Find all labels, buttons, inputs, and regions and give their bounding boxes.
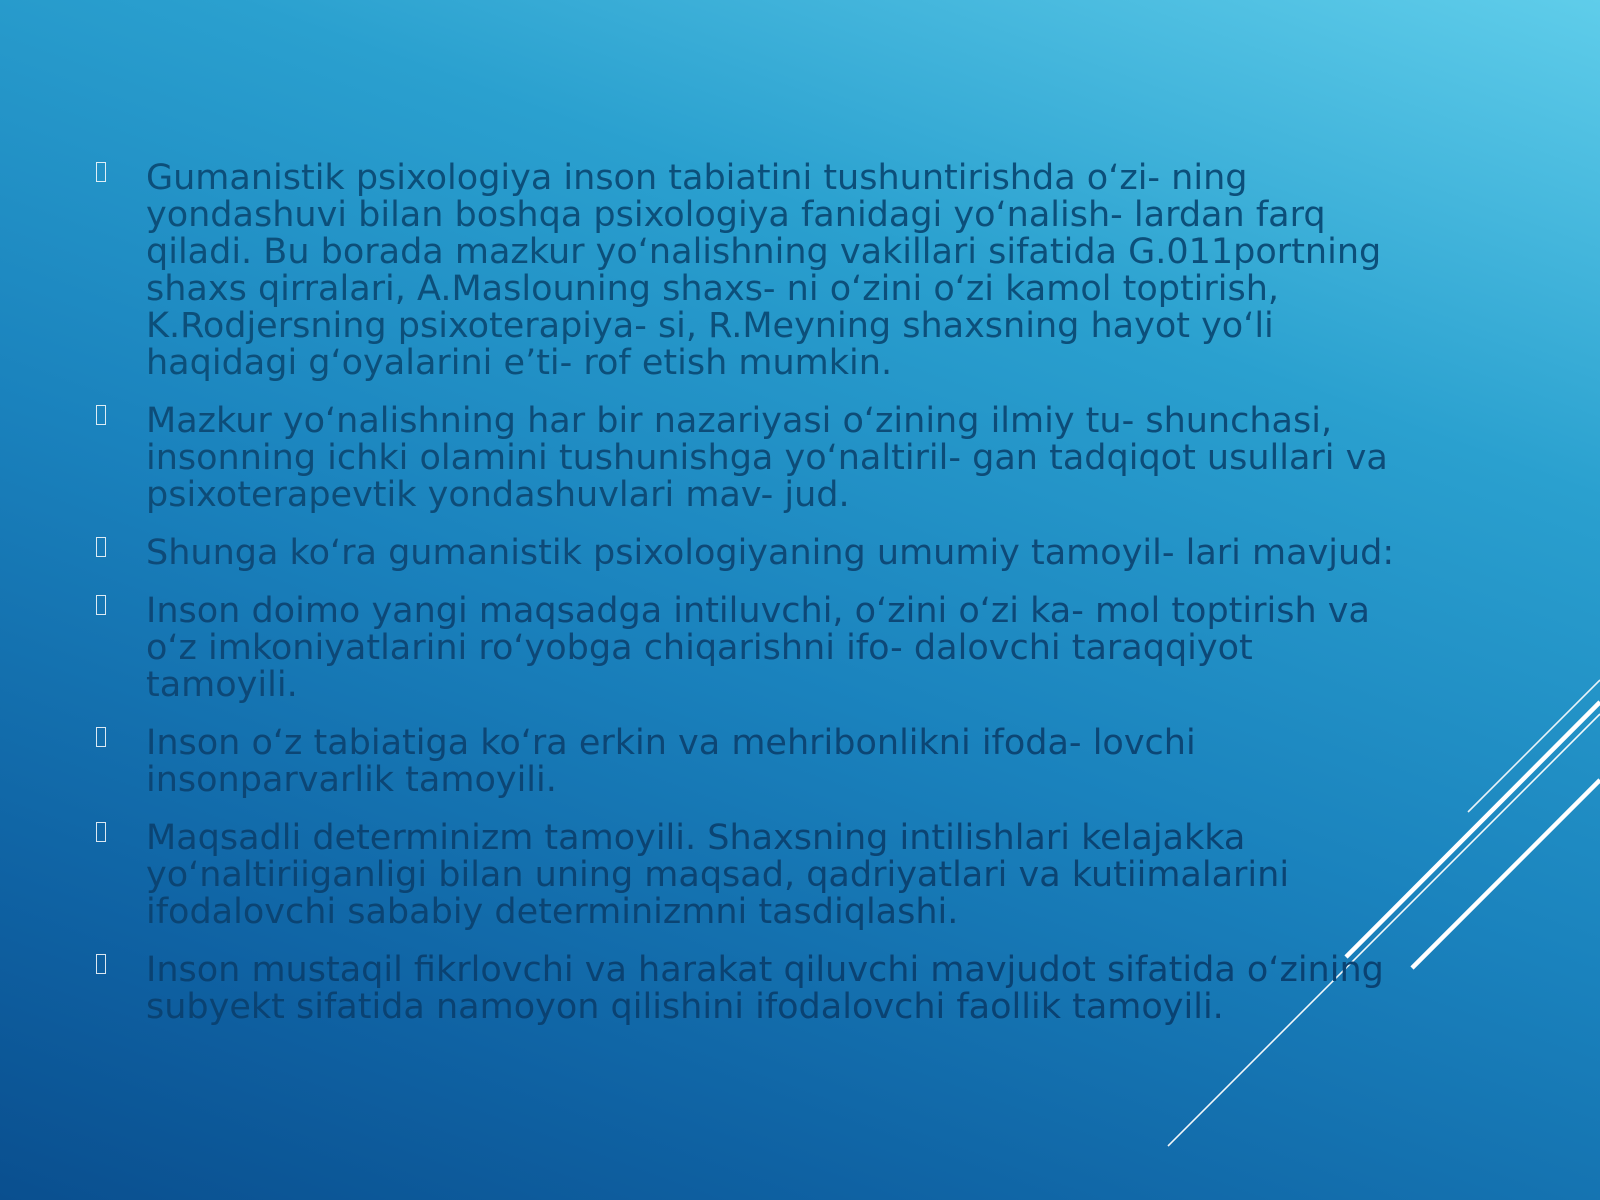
bullet-marker-icon xyxy=(96,822,106,842)
bullet-item xyxy=(96,725,1396,799)
bullet-marker-icon xyxy=(96,405,106,425)
bullet-item xyxy=(96,820,1396,931)
bullet-item xyxy=(96,403,1396,514)
bullet-text: Inson o‘z tabiatiga ko‘ra erkin va mehribonlikni ifoda- lovchi insonparvarlik tamoyili. xyxy=(146,723,1196,800)
bullet-marker-icon xyxy=(96,727,106,747)
bullet-text: Inson mustaqil fikrlovchi va harakat qiluvchi mavjudot sifatida o‘zining subyekt sifatida namoyon qilishini ifodalovchi faollik tamoyili. xyxy=(146,950,1384,1027)
bullet-text: Inson doimo yangi maqsadga intiluvchi, o‘zini o‘zi ka- mol toptirish va o‘z imkoniyatlarini ro‘yobga chiqarishni ifo- dalovchi taraqqiyot tamoyili. xyxy=(146,591,1370,705)
bullet-list xyxy=(96,160,1396,1047)
bullet-item xyxy=(96,593,1396,704)
bullet-item xyxy=(96,535,1396,572)
bullet-text: Gumanistik psixologiya inson tabiatini tushuntirishda o‘zi- ning yondashuvi bilan boshqa psixologiya fanidagi yo‘nalish- lardan farq qiladi. Bu borada mazkur yo‘nalishning vakillari sifatida G.011portning shaxs qirralari, A.Maslouning shaxs- ni o‘zini o‘zi kamol toptirish, K.Rodjersning psixoterapiya- si, R.Meyning shaxsning hayot yo‘li haqidagi g‘oyalarini e’ti- rof etish mumkin. xyxy=(146,158,1382,383)
bullet-item xyxy=(96,952,1396,1026)
bullet-item xyxy=(96,160,1396,382)
decorative-line-1 xyxy=(1468,680,1600,812)
bullet-marker-icon xyxy=(96,537,106,557)
bullet-text: Mazkur yo‘nalishning har bir nazariyasi o‘zining ilmiy tu- shunchasi, insonning ichki olamini tushunishga yo‘naltiril- gan tadqiqot usullari va psixoterapevtik yondashuvlari mav- jud. xyxy=(146,401,1388,515)
bullet-marker-icon xyxy=(96,954,106,974)
bullet-text: Shunga ko‘ra gumanistik psixologiyaning umumiy tamoyil- lari mavjud: xyxy=(146,533,1395,573)
bullet-marker-icon xyxy=(96,595,106,615)
bullet-text: Maqsadli determinizm tamoyili. Shaxsning intilishlari kelajakka yo‘naltiriiganligi bilan uning maqsad, qadriyatlari va kutiimalarini ifodalovchi sababiy determinizmni tasdiqlashi. xyxy=(146,818,1290,932)
bullet-marker-icon xyxy=(96,162,106,182)
